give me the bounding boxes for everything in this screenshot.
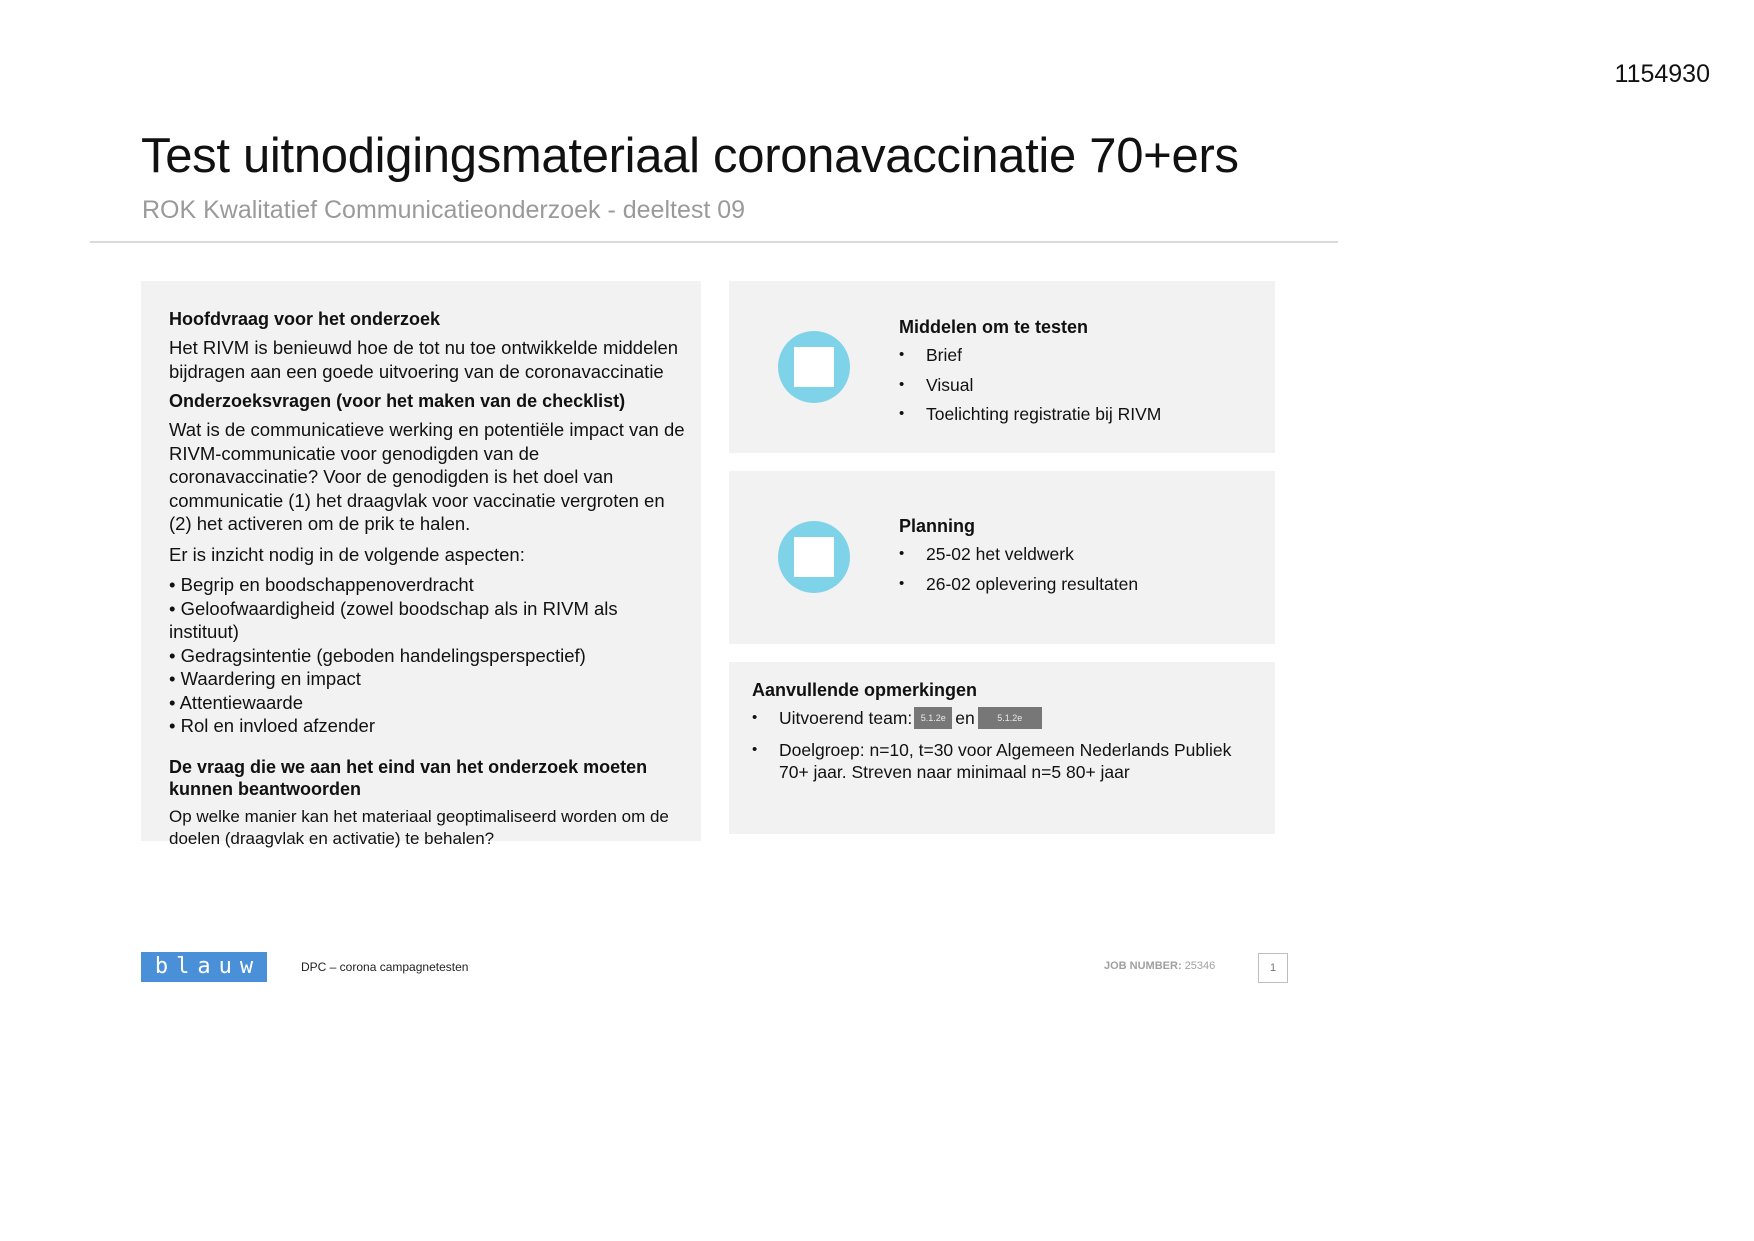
means-list <box>899 344 1259 425</box>
research-panel <box>169 308 689 857</box>
means-item <box>899 403 1259 425</box>
research-questions-text: Wat is de communicatieve werking en potentiële impact van de RIVM-communicatie voor genodigden van de coronavaccinatie? Voor de genodigden is het doel van communicatie (1) het draagvlak voor vaccinatie vergroten en (2) het activeren om de prik te halen. <box>169 419 685 534</box>
planning-card <box>899 515 1259 602</box>
job-number-value: 25346 <box>1184 960 1216 972</box>
planning-heading: Planning <box>899 516 975 536</box>
bullet: • <box>899 545 905 562</box>
main-question-text: Het RIVM is benieuwd hoe de tot nu toe ontwikkelde middelen bijdragen aan een goede uitvoering van de coronavaccinatie <box>169 337 679 382</box>
bullet: • <box>899 574 905 592</box>
aspect-item: • Gedragsintentie (geboden handelingsperspectief) <box>169 644 586 666</box>
means-item-label: Visual <box>926 374 974 395</box>
bullet: • <box>899 375 905 393</box>
team-joiner: en <box>955 708 975 728</box>
remarks-heading: Aanvullende opmerkingen <box>752 680 978 700</box>
square-in-circle-icon <box>778 331 850 403</box>
planning-item <box>899 573 1259 595</box>
redaction-box: 5.1.2e <box>978 707 1042 729</box>
planning-item <box>899 543 1259 565</box>
page-number: 1 <box>1258 953 1288 983</box>
means-item-label: Brief <box>926 345 962 365</box>
page-title: Test uitnodigingsmateriaal coronavaccinatie 70+ers <box>141 129 1239 183</box>
aspect-item: • Rol en invloed afzender <box>169 715 375 736</box>
redaction-box: 5.1.2e <box>914 707 952 729</box>
means-item <box>899 344 1259 366</box>
title-divider <box>90 241 1338 243</box>
final-question-text: Op welke manier kan het materiaal geoptimaliseerd worden om de doelen (draagvlak en activatie) te behalen? <box>169 806 669 848</box>
aspect-item: • Attentiewaarde <box>169 691 304 713</box>
aspects-intro: Er is inzicht nodig in de volgende aspecten: <box>169 543 525 565</box>
target-group-text: Doelgroep: n=10, t=30 voor Algemeen Nederlands Publiek 70+ jaar. Streven naar minimaal n=5 80+ jaar <box>779 740 1232 782</box>
job-number-label: JOB NUMBER: <box>1104 960 1182 972</box>
planning-list <box>899 543 1259 595</box>
remarks-list <box>752 707 1262 783</box>
document-number: 1154930 <box>1614 60 1710 88</box>
aspects-list <box>169 573 689 738</box>
team-label: Uitvoerend team: <box>779 708 913 728</box>
bullet: • <box>899 405 905 422</box>
means-item-label: Toelichting registratie bij RIVM <box>926 404 1162 424</box>
planning-item-label: 25-02 het veldwerk <box>926 544 1074 564</box>
job-number <box>1104 960 1215 972</box>
aspect-item: • Geloofwaardigheid (zowel boodschap als in RIVM als instituut) <box>169 597 618 642</box>
bullet: • <box>752 709 758 726</box>
blauw-logo: blauw <box>141 952 267 982</box>
footer-project: DPC – corona campagnetesten <box>301 960 469 974</box>
research-questions-heading: Onderzoeksvragen (voor het maken van de checklist) <box>169 391 626 411</box>
aspect-item: • Waardering en impact <box>169 668 361 689</box>
means-card <box>899 316 1259 433</box>
final-question-heading: De vraag die we aan het eind van het onderzoek moeten kunnen beantwoorden <box>169 756 648 799</box>
team-item <box>752 707 1262 729</box>
target-group-item <box>752 739 1262 783</box>
aspect-item: • Begrip en boodschappenoverdracht <box>169 574 474 595</box>
means-item <box>899 374 1259 396</box>
planning-item-label: 26-02 oplevering resultaten <box>926 573 1139 594</box>
remarks-card <box>752 679 1262 793</box>
means-heading: Middelen om te testen <box>899 317 1089 337</box>
square-in-circle-icon <box>778 521 850 593</box>
bullet: • <box>899 346 905 363</box>
main-question-heading: Hoofdvraag voor het onderzoek <box>169 309 441 329</box>
bullet: • <box>752 741 758 758</box>
page-subtitle: ROK Kwalitatief Communicatieonderzoek - deeltest 09 <box>142 196 746 224</box>
